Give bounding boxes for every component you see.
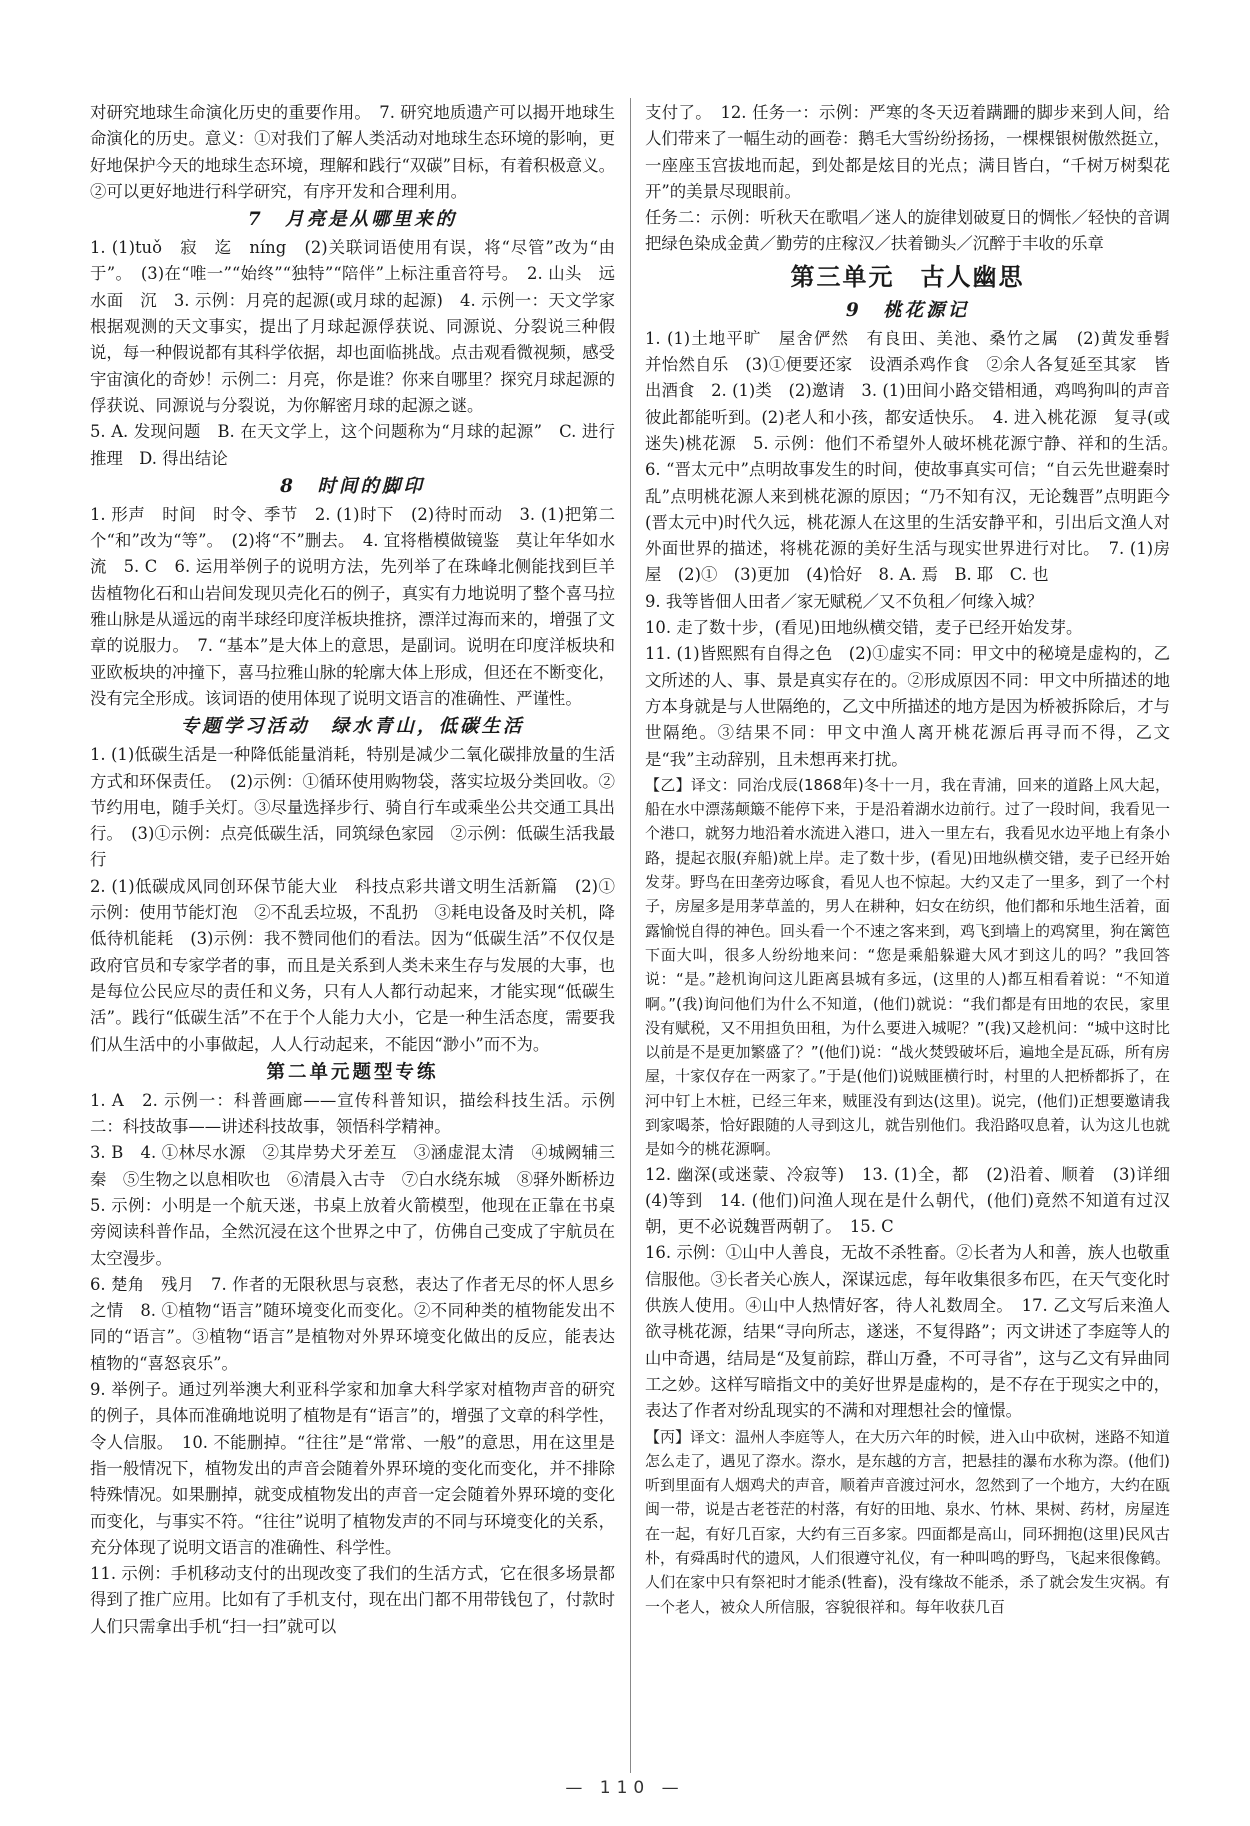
translation-paragraph: 【丙】译文：温州人李庭等人，在大历六年的时候，进入山中砍树，迷路不知道怎么走了，遇见了漈水。漈水，是东越的方言，把悬挂的瀑布水称为漈。(他们)听到里面有人烟鸡犬的声音，顺着声音渡过河水，忽然到了一个地方，大约在瓯闽一带，说是古老苍茫的村落，有好的田地、泉水、竹林、果树、药材，房屋连在一起，有好几百家，大约有三百多家。四面都是高山，同环拥抱(这里)民风古朴，有舜禹时代的遗风，人们很遵守礼仪，有一种叫鸣的野鸟，飞起来很像鹤。人们在家中只有祭祀时才能杀(牲畜)，没有缘故不能杀，杀了就会发生灾祸。有一个老人，被众人所信服，容貌很祥和。每年收获几百 bbox=[645, 1427, 1171, 1616]
translation-paragraph: 【乙】译文：同治戊辰(1868年)冬十一月，我在青浦，回来的道路上风大起，船在水中漂荡颠簸不能停下来，于是沿着湖水边前行。过了一段时间，我看见一个港口，就努力地沿着水流进入港口，进入一里左右，我看见水边平地上有条小路，提起衣服(弃船)就上岸。走了数十步，(看见)田地纵横交错，麦子已经开始发芽。野鸟在田垄旁边啄食，看见人也不惊起。大约又走了一里多，到了一个村子，房屋多是用茅草盖的，男人在耕种，妇女在纺织，他们都和乐地生活着，面露愉悦自得的神色。回头看一个不速之客来到，鸡飞到墙上的鸡窝里，狗在篱笆下面大叫，很多人纷纷地来问：“您是乘船躲避大风才到这儿的吗？”我回答说：“是。”趁机询问这儿距离县城有多远，(这里的人)都互相看着说：“不知道啊。”(我)询问他们为什么不知道，(他们)就说：“我们都是有田地的农民，家里没有赋税，又不用担负田租，为什么要进入城呢？”(我)又趁机问：“城中这时比以前是不是更加繁盛了？”(他们)说：“战火焚毁破坏后，遍地全是瓦砾，所有房屋，十家仅存在一两家了。”于是(他们)说贼匪横行时，村里的人把桥都拆了，在河中钉上木桩，已经三年来，贼匪没有到达(这里)。说完，(他们)正想要邀请我到家喝茶，恰好跟随的人寻到这儿，就告别他们。我沿路叹息着，认为这儿也就是如今的桃花源啊。 bbox=[645, 775, 1171, 1159]
paragraph: 10. 走了数十步，(看见)田地纵横交错，麦子已经开始发芽。 bbox=[645, 618, 1083, 638]
paragraph: 对研究地球生命演化历史的重要作用。 7. 研究地质遗产可以揭开地球生命演化的历史。意义：①对我们了解人类活动对地球生态环境的影响，更好地保护今天的地球生态环境，理解和践行“双碳”目标，有着积极意义。②可以更好地进行科学研究，有序开发和合理利用。 bbox=[90, 103, 615, 201]
section-heading: 专题学习活动 绿水青山，低碳生活 bbox=[180, 716, 525, 738]
paragraph: 1. A 2. 示例一：科普画廊——宣传科普知识，描绘科技生活。示例二：科技故事——讲述科技故事，领悟科学精神。 bbox=[90, 1090, 615, 1137]
section-heading: 第二单元题型专练 bbox=[266, 1061, 439, 1083]
paragraph: 1. (1)土地平旷 屋舍俨然 有良田、美池、桑竹之属 (2)黄发垂髫 并怡然自乐 (3)①便要还家 设酒杀鸡作食 ②余人各复延至其家 皆出酒食 2. (1)类 (2)邀请 3. (1)田间小路交错相通，鸡鸣狗叫的声音彼此都能听到。(2)老人和小孩，都安适快乐。 4. 进入桃花源 复寻(或迷失)桃花源 5. 示例：他们不希望外人破坏桃花源宁静、祥和的生活。 6. “晋太元中”点明故事发生的时间，使故事真实可信；“自云先世避秦时乱”点明桃花源人来到桃花源的原因；“乃不知有汉，无论魏晋”点明距今(晋太元中)时代久远，桃花源人在这里的生活安静平和，引出后文渔人对外面世界的描述，将桃花源的美好生活与现实世界进行对比。 7. (1)房屋 (2)① (3)更加 (4)恰好 8. A. 焉 B. 耶 C. 也 bbox=[645, 328, 1187, 585]
paragraph: 6. 楚角 残月 7. 作者的无限秋思与哀愁，表达了作者无尽的怀人思乡之情 8. ①植物“语言”随环境变化而变化。②不同种类的植物能发出不同的“语言”。③植物“语言”是植物对外界环境变化做出的反应，能表达植物的“喜怒哀乐”。 bbox=[90, 1274, 615, 1373]
paragraph: 2. (1)低碳成风同创环保节能大业 科技点彩共谱文明生活新篇 (2)①示例：使用节能灯泡 ②不乱丢垃圾，不乱扔 ③耗电设备及时关机，降低待机能耗 (3)示例：我不赞同他们的看法。因为“低碳生活”不仅仅是政府官员和专家学者的事，而且是关系到人类未来生存与发展的大事，也是每位公民应尽的责任和义务，只有人人都行动起来，才能实现“低碳生活”。践行“低碳生活”不在于个人能力大小，它是一种生活态度，需要我们从生活中的小事做起，人人行动起来，不能因“渺小”而不为。 bbox=[90, 876, 615, 1054]
paragraph: 1. (1)低碳生活是一种降低能量消耗，特别是减少二氧化碳排放量的生活方式和环保责任。 (2)示例：①循环使用购物袋，落实垃圾分类回收。②节约用电，随手关灯。③尽量选择步行、骑自行车或乘坐公共交通工具出行。 (3)①示例：点亮低碳生活，同筑绿色家园 ②示例：低碳生活我最行 bbox=[90, 745, 615, 870]
paragraph: 11. 示例：手机移动支付的出现改变了我们的生活方式，它在很多场景都得到了推广应用。比如有了手机支付，现在出门都不用带钱包了，付款时人们只需拿出手机“扫一扫”就可以 bbox=[90, 1564, 615, 1636]
section-heading: 8 时间的脚印 bbox=[280, 475, 425, 497]
paragraph: 3. B 4. ①林尽水源 ②其岸势犬牙差互 ③涵虚混太清 ④城阙辅三秦 ⑤生物之以息相吹也 ⑥清晨入古寺 ⑦白水绕东城 ⑧驿外断桥边 5. 示例：小明是一个航天迷，书桌上放着火箭模型，他现在正靠在书桌旁阅读科普作品，全然沉浸在这个世界之中了，仿佛自己变成了宇航员在太空漫步。 bbox=[90, 1143, 632, 1268]
paragraph: 5. A. 发现问题 B. 在天文学上，这个问题称为“月球的起源” C. 进行推理 D. 得出结论 bbox=[90, 422, 615, 468]
paragraph: 1. (1)tuǒ 寂 迄 níng (2)关联词语使用有误，将“尽管”改为“由于”。 (3)在“唯一”“始终”“独特”“陪伴”上标注重音符号。 2. 山头 远 水面 沉 3. 示例：月亮的起源(或月球的起源) 4. 示例一：天文学家根据观测的天文事实，提出了月球起源俘获说、同源说、分裂说三种假说，每一种假说都有其科学依据，却也面临挑战。点击观看微视频，感受宇宙演化的奇妙！示例二：月亮，你是谁？你来自哪里？探究月球起源的俘获说、同源说与分裂说，为你解密月球的起源之谜。 bbox=[90, 238, 632, 415]
paragraph: 9. 举例子。通过列举澳大利亚科学家和加拿大科学家对植物声音的研究的例子，具体而准确地说明了植物是有“语言”的，增强了文章的科学性，令人信服。 10. 不能删掉。“往往”是“常常、一般”的意思，用在这里是指一般情况下，植物发出的声音会随着外界环境的变化而变化，并不排除特殊情况。如果删掉，就变成植物发出的声音一定会随着外界环境的变化而变化，与事实不符。“往往”说明了植物发声的不同与环境变化的关系，充分体现了说明文语言的准确性、科学性。 bbox=[90, 1380, 615, 1557]
paragraph: 12. 幽深(或迷蒙、冷寂等) 13. (1)全，都 (2)沿着、顺着 (3)详细 (4)等到 14. (他们)问渔人现在是什么朝代，(他们)竟然不知道有过汉朝，更不必说魏晋两朝了。 15. C bbox=[645, 1164, 1187, 1237]
paragraph: 9. 我等皆佃人田者／家无赋税／又不负租／何缘入城？ bbox=[645, 591, 1043, 611]
paragraph: 任务二：示例：听秋天在歌唱／迷人的旋律划破夏日的惆怅／轻快的音调把绿色染成金黄／勤劳的庄稼汉／扶着锄头／沉醉于丰收的乐章 bbox=[645, 208, 1170, 254]
paragraph: 支付了。 12. 任务一：示例：严寒的冬天迈着蹒跚的脚步来到人间，给人们带来了一幅生动的画卷：鹅毛大雪纷纷扬扬，一棵棵银树傲然挺立，一座座玉宫拔地而起，到处都是炫目的光点；满目皆白，“千树万树梨花开”的美景尽现眼前。 bbox=[645, 103, 1170, 201]
unit-heading: 第三单元 古人幽思 bbox=[790, 262, 1025, 291]
section-heading: 9 桃花源记 bbox=[845, 299, 970, 321]
left-column bbox=[90, 100, 632, 1640]
paragraph: 16. 示例：①山中人善良，无故不杀牲畜。②长者为人和善，族人也敬重信服他。③长者关心族人，深谋远虑，每年收集很多布匹，在天气变化时供族人使用。④山中人热情好客，待人礼数周全。 17. 乙文写后来渔人欲寻桃花源，结果“寻向所志，遂迷，不复得路”；丙文讲述了李庭等人的山中奇遇，结局是“及复前踪，群山万叠，不可寻省”，这与乙文有异曲同工之妙。这样写暗指文中的美好世界是虚构的，是不存在于现实之中的，表达了作者对纷乱现实的不满和对理想社会的憧憬。 bbox=[645, 1243, 1170, 1421]
right-column bbox=[645, 100, 1187, 1619]
section-heading: 7 月亮是从哪里来的 bbox=[247, 209, 458, 231]
column-divider bbox=[630, 98, 631, 1773]
paragraph: 1. 形声 时间 时令、季节 2. (1)时下 (2)待时而动 3. (1)把第二个“和”改为“等”。 (2)将“不”删去。 4. 宜将楷模做镜鉴 莫让年华如水流 5. C 6. 运用举例子的说明方法，先列举了在珠峰北侧能找到巨羊齿植物化石和山岩间发现贝壳化石的例子，真实有力地说明了整个喜马拉雅山脉是从遥远的南半球经印度洋板块推挤，漂洋过海而来的，增强了文章的说服力。 7. “基本”是大体上的意思，是副词。说明在印度洋板块和亚欧板块的冲撞下，喜马拉雅山脉的轮廓大体上形成，但还在不断变化，没有完全形成。该词语的使用体现了说明文语言的准确性、严谨性。 bbox=[90, 504, 615, 708]
page-number: — 110 — bbox=[565, 1778, 685, 1798]
paragraph: 11. (1)皆熙熙有自得之色 (2)①虚实不同：甲文中的秘境是虚构的，乙文所述的人、事、景是真实存在的。②形成原因不同：甲文中所描述的地方本身就是与人世隔绝的，乙文中所描述的地方是因为桥被拆除后，才与世隔绝。③结果不同：甲文中渔人离开桃花源后再寻而不得，乙文是“我”主动辞别，且未想再来打扰。 bbox=[645, 644, 1170, 769]
